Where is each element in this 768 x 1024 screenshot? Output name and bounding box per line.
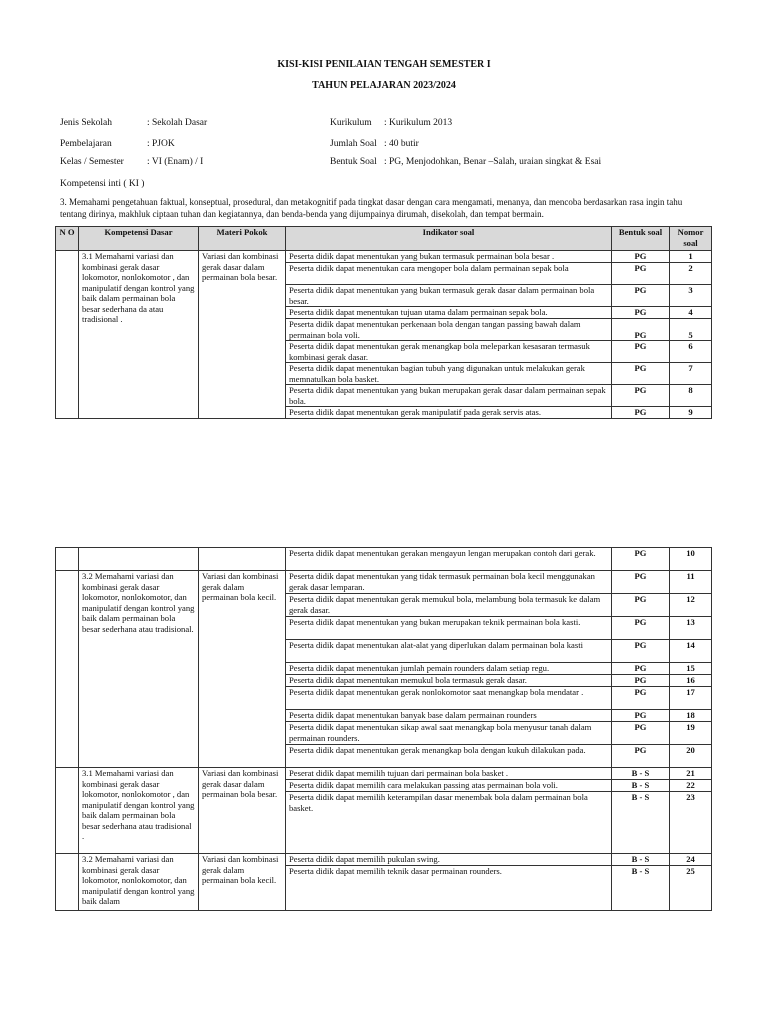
indikator-cell: Peserta didik dapat menentukan jumlah pemain rounders dalam setiap regu. bbox=[286, 663, 612, 675]
header-indikator-soal: Indikator soal bbox=[286, 227, 612, 251]
nomor-cell: 9 bbox=[670, 407, 712, 419]
kisi-table-page-1 bbox=[55, 226, 712, 419]
bentuk-soal-value: : PG, Menjodohkan, Benar –Salah, uraian singkat & Esai bbox=[384, 157, 602, 167]
nomor-cell: 20 bbox=[670, 745, 712, 768]
nomor-cell: 3 bbox=[670, 285, 712, 307]
bentuk-cell: PG bbox=[612, 307, 670, 319]
kompetensi-dasar-cell: 3.1 Memahami variasi dan kombinasi gerak dasar lokomotor, nonlokomotor , dan manipulatif dengan kontrol yang baik dalam permainan bola besar sederhana da atau tradisional . bbox=[79, 251, 199, 419]
bentuk-cell: B - S bbox=[612, 854, 670, 866]
kisi-table-page-2 bbox=[55, 547, 712, 911]
jumlah-soal-label: Jumlah Soal bbox=[330, 139, 377, 149]
indikator-cell: Peserta didik dapat menentukan sikap awal saat menangkap bola menyusur tanah dalam permainan rounders. bbox=[286, 722, 612, 745]
bentuk-cell: PG bbox=[612, 722, 670, 745]
jenis-sekolah-label: Jenis Sekolah bbox=[60, 118, 112, 128]
indikator-cell: Peserta didik dapat menentukan memukul bola termasuk gerak dasar. bbox=[286, 675, 612, 687]
bentuk-cell: PG bbox=[612, 285, 670, 307]
bentuk-cell: PG bbox=[612, 594, 670, 617]
bentuk-cell: B - S bbox=[612, 768, 670, 780]
bentuk-cell: PG bbox=[612, 341, 670, 363]
indikator-cell: Peserta didik dapat menentukan gerak menangkap bola meleparkan kesasaran termasuk kombinasi gerak dasar. bbox=[286, 341, 612, 363]
indikator-cell: Peserta didik dapat menentukan banyak base dalam permainan rounders bbox=[286, 710, 612, 722]
kompetensi-dasar-cell: 3.1 Memahami variasi dan kombinasi gerak dasar lokomotor, nonlokomotor , dan manipulatif dengan kontrol yang baik dalam permainan bola besar sederhana atau tradisional . bbox=[79, 768, 199, 854]
indikator-cell: Peserta didik dapat menentukan yang bukan termasuk permainan bola besar . bbox=[286, 251, 612, 263]
materi-pokok-cell: Variasi dan kombinasi gerak dasar dalam permainan bola besar. bbox=[199, 251, 286, 419]
materi-pokok-cell bbox=[199, 548, 286, 571]
bentuk-cell: PG bbox=[612, 663, 670, 675]
no-cell bbox=[56, 768, 79, 854]
materi-pokok-cell: Variasi dan kombinasi gerak dalam permainan bola kecil. bbox=[199, 571, 286, 768]
bentuk-cell: PG bbox=[612, 363, 670, 385]
indikator-cell: Peserta didik dapat menentukan gerakan mengayun lengan merupakan contoh dari gerak. bbox=[286, 548, 612, 571]
nomor-cell: 14 bbox=[670, 640, 712, 663]
nomor-cell: 11 bbox=[670, 571, 712, 594]
bentuk-cell: PG bbox=[612, 407, 670, 419]
kurikulum-label: Kurikulum bbox=[330, 118, 372, 128]
nomor-cell: 16 bbox=[670, 675, 712, 687]
bentuk-cell: B - S bbox=[612, 792, 670, 854]
nomor-cell: 18 bbox=[670, 710, 712, 722]
indikator-cell: Peserta didik dapat menentukan yang bukan termasuk gerak dasar dalam permainan bola besar. bbox=[286, 285, 612, 307]
indikator-cell: Peserta didik dapat menentukan cara mengoper bola dalam permainan sepak bola bbox=[286, 263, 612, 285]
kelas-value: : VI (Enam) / I bbox=[147, 157, 204, 167]
nomor-cell: 2 bbox=[670, 263, 712, 285]
header-kompetensi-dasar: Kompetensi Dasar bbox=[79, 227, 199, 251]
nomor-cell: 12 bbox=[670, 594, 712, 617]
nomor-cell: 1 bbox=[670, 251, 712, 263]
nomor-cell: 15 bbox=[670, 663, 712, 675]
ki-text: 3. Memahami pengetahuan faktual, konseptual, prosedural, dan metakognitif pada tingkat dasar dengan cara mengamati, menanya, dan mencoba berdasarkan rasa ingin tahu tentang dirinya, makhluk ciptaan tuhan dan kegiatannya, dan benda-benda yang dijumpainya dirumah, disekolah, dan tempat bermain. bbox=[60, 197, 683, 219]
no-cell bbox=[56, 571, 79, 768]
table-row bbox=[56, 548, 712, 571]
bentuk-cell: B - S bbox=[612, 866, 670, 911]
materi-pokok-cell: Variasi dan kombinasi gerak dalam permainan bola kecil. bbox=[199, 854, 286, 911]
indikator-cell: Peserta didik dapat menentukan gerak memukul bola, melambung bola termasuk ke dalam gerak dasar. bbox=[286, 594, 612, 617]
nomor-cell: 6 bbox=[670, 341, 712, 363]
kompetensi-dasar-cell: 3.2 Memahami variasi dan kombinasi gerak dasar lokomotor, nonlokomotor, dan manipulatif dengan kontrol yang baik dalam permainan bola besar sederhana atau tradisional. bbox=[79, 571, 199, 768]
indikator-cell: Peserta didik dapat memilih pukulan swing. bbox=[286, 854, 612, 866]
indikator-cell: Peserta didik dapat menentukan alat-alat yang diperlukan dalam permainan bola kasti bbox=[286, 640, 612, 663]
bentuk-cell: PG bbox=[612, 617, 670, 640]
kelas-label: Kelas / Semester bbox=[60, 157, 124, 167]
header-materi-pokok: Materi Pokok bbox=[199, 227, 286, 251]
indikator-cell: Peserta didik dapat memilih cara melakukan passing atas permainan bola voli. bbox=[286, 780, 612, 792]
table-row bbox=[56, 251, 712, 263]
header-no: N O bbox=[56, 227, 79, 251]
indikator-cell: Peserta didik dapat menentukan gerak menangkap bola dengan kukuh dilakukan pada. bbox=[286, 745, 612, 768]
bentuk-soal-label: Bentuk Soal bbox=[330, 157, 377, 167]
nomor-cell: 19 bbox=[670, 722, 712, 745]
document-subtitle: TAHUN PELAJARAN 2023/2024 bbox=[312, 80, 456, 91]
indikator-cell: Peserta didik dapat menentukan yang bukan merupakan teknik permainan bola kasti. bbox=[286, 617, 612, 640]
bentuk-cell: PG bbox=[612, 571, 670, 594]
nomor-cell: 25 bbox=[670, 866, 712, 911]
no-cell bbox=[56, 548, 79, 571]
nomor-cell: 23 bbox=[670, 792, 712, 854]
header-nomor-soal: Nomor soal bbox=[670, 227, 712, 251]
table-row bbox=[56, 854, 712, 866]
nomor-cell: 22 bbox=[670, 780, 712, 792]
kompetensi-dasar-cell bbox=[79, 548, 199, 571]
nomor-cell: 24 bbox=[670, 854, 712, 866]
pembelajaran-value: : PJOK bbox=[147, 139, 175, 149]
jenis-sekolah-value: : Sekolah Dasar bbox=[147, 118, 208, 128]
ki-label: Kompetensi inti ( KI ) bbox=[60, 179, 145, 189]
kompetensi-dasar-cell: 3.2 Memahami variasi dan kombinasi gerak dasar lokomotor, nonlokomotor, dan manipulatif dengan kontrol yang baik dalam bbox=[79, 854, 199, 911]
jumlah-soal-value: : 40 butir bbox=[384, 139, 419, 149]
kurikulum-value: : Kurikulum 2013 bbox=[384, 118, 453, 128]
bentuk-cell: PG bbox=[612, 263, 670, 285]
nomor-cell: 7 bbox=[670, 363, 712, 385]
nomor-cell: 17 bbox=[670, 687, 712, 710]
table-row bbox=[56, 571, 712, 594]
indikator-cell: Peserta didik dapat menentukan yang bukan merupakan gerak dasar dalam permainan sepak bola. bbox=[286, 385, 612, 407]
nomor-cell: 10 bbox=[670, 548, 712, 571]
bentuk-cell: B - S bbox=[612, 780, 670, 792]
bentuk-cell: PG bbox=[612, 675, 670, 687]
no-cell bbox=[56, 251, 79, 419]
indikator-cell: Peserta didik dapat menentukan bagian tubuh yang digunakan untuk melakukan gerak memnatulkan bola basket. bbox=[286, 363, 612, 385]
indikator-cell: Peserta didik dapat memilih teknik dasar permainan rounders. bbox=[286, 866, 612, 911]
bentuk-cell: PG bbox=[612, 710, 670, 722]
indikator-cell: Peserta didik dapat menentukan tujuan utama dalam permainan sepak bola. bbox=[286, 307, 612, 319]
bentuk-cell: PG bbox=[612, 687, 670, 710]
indikator-cell: Peserta didik dapat menentukan gerak manipulatif pada gerak servis atas. bbox=[286, 407, 612, 419]
nomor-cell: 4 bbox=[670, 307, 712, 319]
materi-pokok-cell: Variasi dan kombinasi gerak dasar dalam permainan bola besar. bbox=[199, 768, 286, 854]
nomor-cell: 5 bbox=[670, 319, 712, 341]
nomor-cell: 21 bbox=[670, 768, 712, 780]
no-cell bbox=[56, 854, 79, 911]
nomor-cell: 13 bbox=[670, 617, 712, 640]
bentuk-cell: PG bbox=[612, 745, 670, 768]
nomor-cell: 8 bbox=[670, 385, 712, 407]
bentuk-cell: PG bbox=[612, 548, 670, 571]
document-title: KISI-KISI PENILAIAN TENGAH SEMESTER I bbox=[277, 59, 491, 70]
indikator-cell: Peserta didik dapat menentukan yang tidak termasuk permainan bola kecil menggunakan gerak dasar lemparan. bbox=[286, 571, 612, 594]
indikator-cell: Peserat didik dapat memilih tujuan dari permainan bola basket . bbox=[286, 768, 612, 780]
indikator-cell: Peserta didik dapat memilih keterampilan dasar menembak bola dalam permainan bola basket. bbox=[286, 792, 612, 854]
table-row bbox=[56, 768, 712, 780]
bentuk-cell: PG bbox=[612, 319, 670, 341]
header-bentuk-soal: Bentuk soal bbox=[612, 227, 670, 251]
indikator-cell: Peserta didik dapat menentukan perkenaan bola dengan tangan passing bawah dalam permainan bola voli. bbox=[286, 319, 612, 341]
bentuk-cell: PG bbox=[612, 640, 670, 663]
bentuk-cell: PG bbox=[612, 251, 670, 263]
pembelajaran-label: Pembelajaran bbox=[60, 139, 112, 149]
bentuk-cell: PG bbox=[612, 385, 670, 407]
indikator-cell: Peserta didik dapat menentukan gerak nonlokomotor saat menangkap bola mendatar . bbox=[286, 687, 612, 710]
